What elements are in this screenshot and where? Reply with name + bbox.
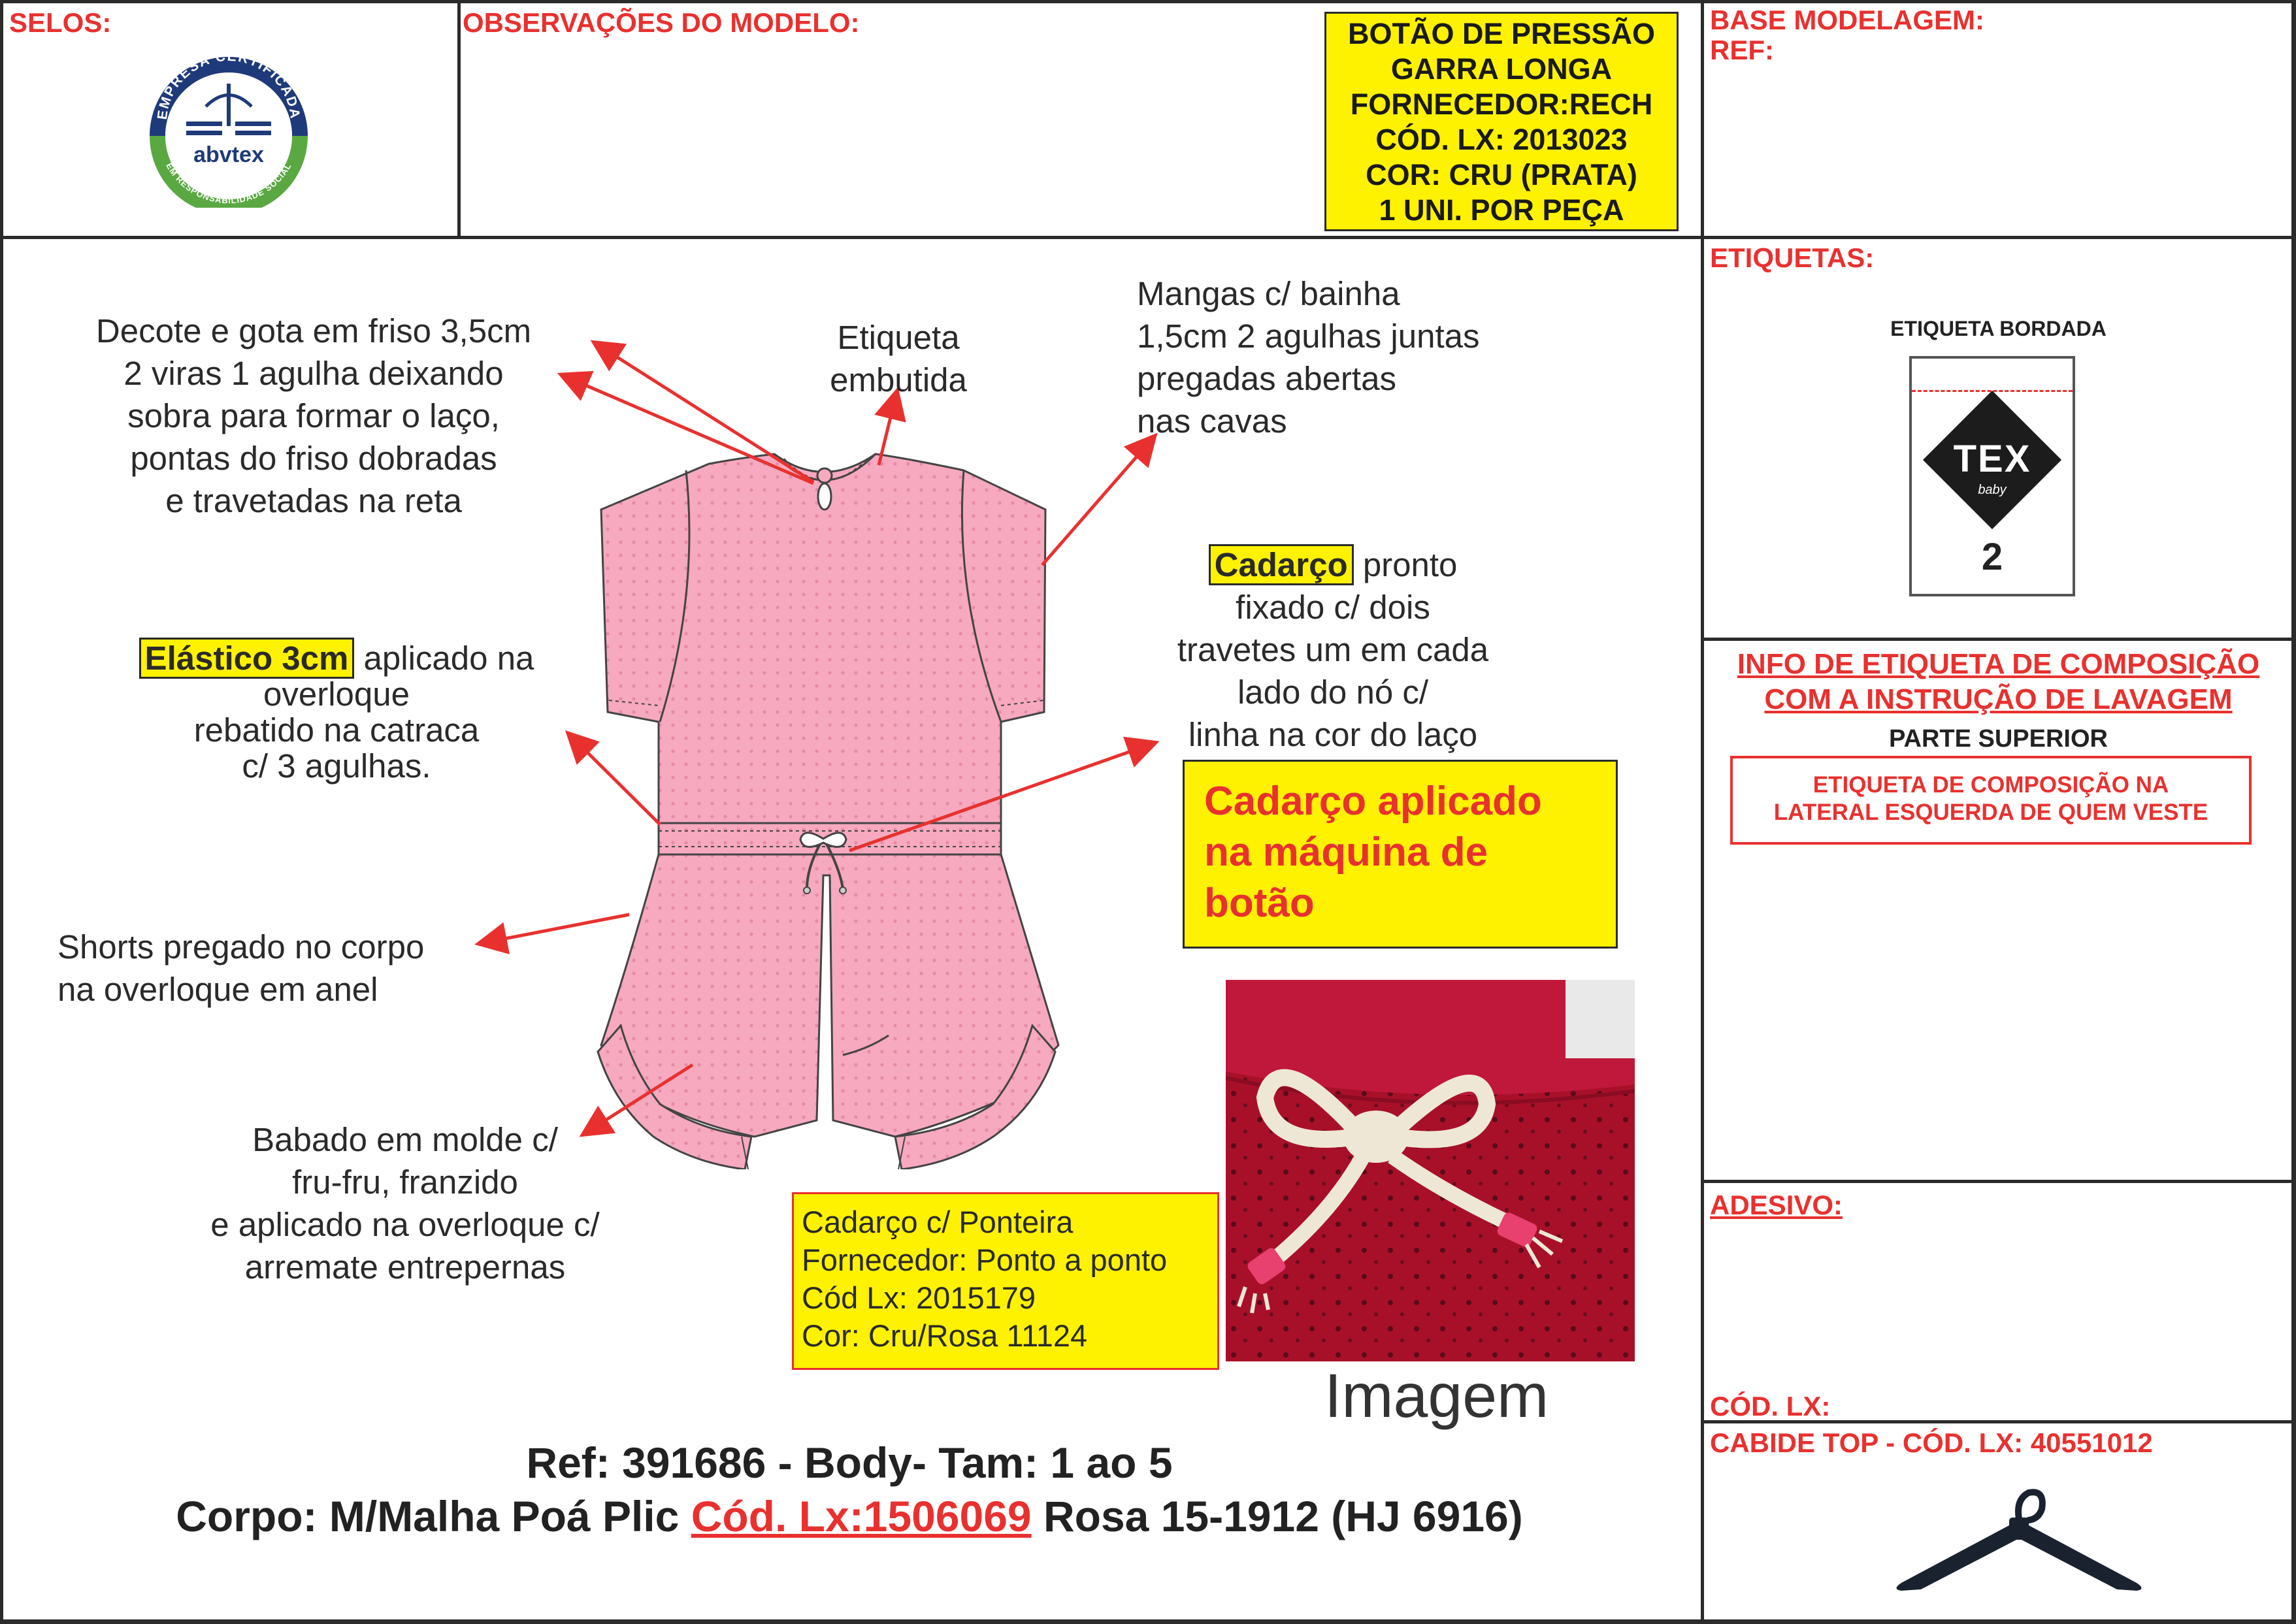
footer-cod-lx: Cód. Lx:1506069 <box>691 1492 1032 1540</box>
tag-sub: baby <box>1978 483 2007 497</box>
seal-brand: abvtex <box>193 142 264 167</box>
tag-size: 2 <box>1981 536 2003 578</box>
tag-brand: TEX <box>1953 438 2031 480</box>
elastico-highlight: Elástico 3cm <box>139 638 355 679</box>
footer-corpo: Corpo: M/Malha Poá Plic Cód. Lx:1506069 Rosa 15-1912 (HJ 6916) <box>176 1492 1523 1540</box>
observacoes-label: OBSERVAÇÕES DO MODELO: <box>463 7 860 38</box>
etiqueta-bordada-label: ETIQUETA BORDADA <box>1890 317 2107 340</box>
note-elastico: Elástico 3cm aplicado na overloque rebatido na catraca c/ 3 agulhas. <box>108 640 565 784</box>
adesivo-label: ADESIVO: <box>1710 1190 1843 1220</box>
base-modelagem-label: BASE MODELAGEM: <box>1710 5 1984 35</box>
botao-line: 1 UNI. POR PEÇA <box>1379 193 1624 227</box>
info-composicao-title: INFO DE ETIQUETA DE COMPOSIÇÃO COM A INSTRUÇÃO DE LAVAGEM <box>1737 648 2260 715</box>
botao-line: FORNECEDOR:RECH <box>1350 88 1653 121</box>
hanger-icon <box>1882 1473 2156 1604</box>
selos-label: SELOS: <box>9 7 112 38</box>
seal-bottom-text: EM RESPONSABILIDADE SOCIAL <box>164 161 293 206</box>
note-etiqueta-embutida: Etiqueta embutida <box>830 319 967 398</box>
seal-ring-text: EMPRESA CERTIFICADA <box>154 48 303 121</box>
parte-superior-label: PARTE SUPERIOR <box>1888 725 2108 753</box>
note-mangas: Mangas c/ bainha 1,5cm 2 agulhas juntas pregadas abertas nas cavas <box>1137 275 1480 440</box>
ref-label: REF: <box>1710 35 1774 65</box>
photo-caption: Imagem <box>1324 1361 1549 1431</box>
footer-ref: Ref: 391686 - Body- Tam: 1 ao 5 <box>526 1438 1173 1487</box>
composicao-box: ETIQUETA DE COMPOSIÇÃO NA LATERAL ESQUERDA DE QUEM VESTE <box>1730 756 2252 845</box>
tex-baby-tag <box>1909 356 2075 596</box>
botao-line: CÓD. LX: 2013023 <box>1375 123 1628 156</box>
cadarco-maquina-box: Cadarço aplicado na máquina de botão <box>1183 760 1618 949</box>
cod-lx-label: CÓD. LX: <box>1710 1391 1831 1421</box>
note-cadarco-pronto: Cadarço pronto fixado c/ dois travetes um em cada lado do nó c/ linha na cor do laço <box>1137 544 1529 756</box>
botao-line: BOTÃO DE PRESSÃO <box>1347 17 1656 50</box>
note-babado: Babado em molde c/ fru-fru, franzido e aplicado na overloque c/ arremate entrepernas <box>210 1121 600 1286</box>
bow-photo <box>1226 980 1635 1361</box>
note-shorts: Shorts pregado no corpo na overloque em anel <box>57 928 425 1008</box>
etiquetas-label: ETIQUETAS: <box>1710 242 1875 273</box>
ponteira-box: Cadarço c/ Ponteira Fornecedor: Ponto a ponto Cód Lx: 2015179 Cor: Cru/Rosa 11124 <box>792 1192 1219 1370</box>
note-decote: Decote e gota em friso 3,5cm 2 viras 1 agulha deixando sobra para formar o laço, pontas do friso dobradas e travetadas na reta <box>95 312 532 519</box>
cadarco-highlight: Cadarço <box>1209 544 1354 585</box>
botao-line: COR: CRU (PRATA) <box>1366 158 1637 191</box>
cabide-label: CABIDE TOP - CÓD. LX: 40551012 <box>1710 1427 2153 1458</box>
botao-line: GARRA LONGA <box>1390 52 1613 86</box>
